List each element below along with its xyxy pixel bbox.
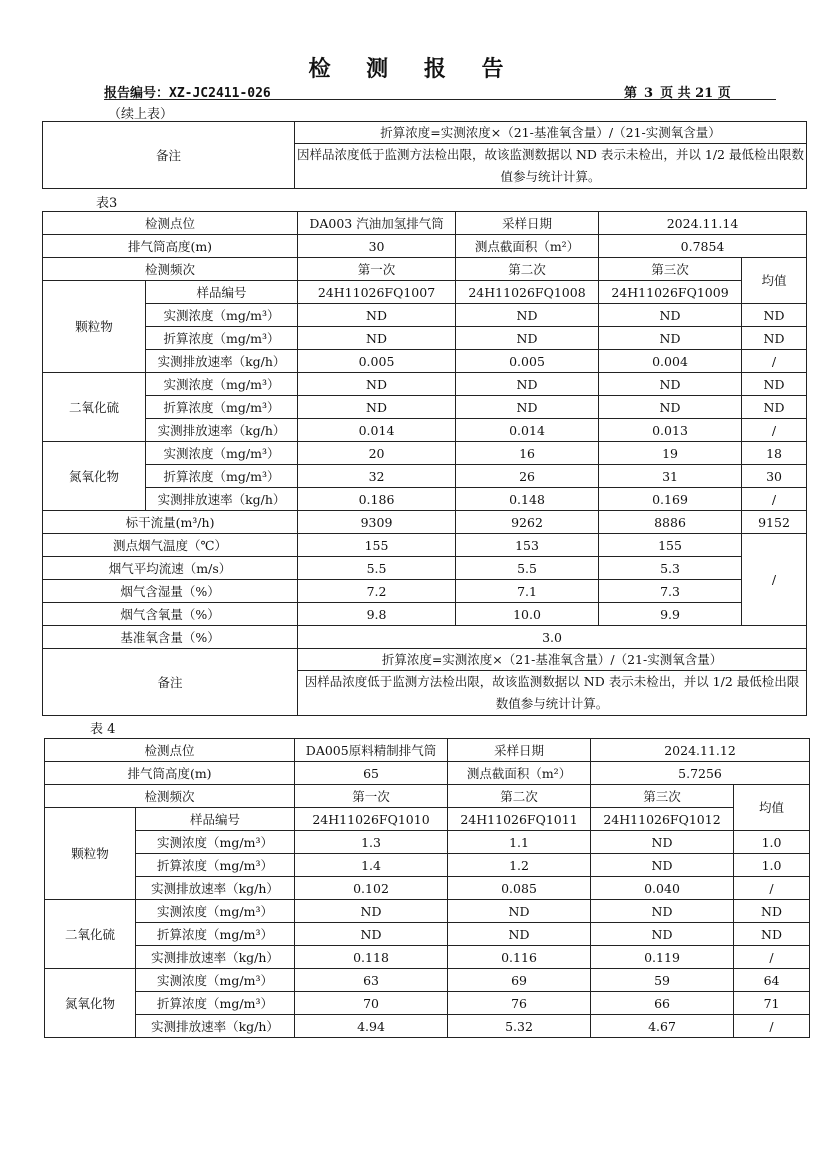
- row-label: 实测排放速率（kg/h）: [136, 946, 295, 969]
- cell: ND: [298, 373, 456, 396]
- group-name: 颗粒物: [45, 808, 136, 900]
- mean-cell: ND: [742, 373, 807, 396]
- cell: ND: [456, 396, 599, 419]
- remark-text: 因样品浓度低于监测方法检出限，故该监测数据以 ND 表示未检出，并以 1/2 最低检出限数值参与统计计算。: [295, 144, 807, 189]
- remark-formula: 折算浓度=实测浓度×（21-基准氧含量）/（21-实测氧含量）: [298, 649, 807, 671]
- table-row: [43, 465, 807, 488]
- table-row: [45, 946, 810, 969]
- row-label: 实测排放速率（kg/h）: [136, 1015, 295, 1038]
- table-row: [43, 396, 807, 419]
- height-value: 30: [298, 235, 456, 258]
- area-value: 5.7256: [591, 762, 810, 785]
- run-header: 第三次: [591, 785, 734, 808]
- table-row: [45, 877, 810, 900]
- table-row: [43, 327, 807, 350]
- table-row: [43, 304, 807, 327]
- cell: 5.3: [599, 557, 742, 580]
- mean-cell: 18: [742, 442, 807, 465]
- cell: 9.9: [599, 603, 742, 626]
- cell: ND: [599, 396, 742, 419]
- cell: 1.4: [295, 854, 448, 877]
- row-label: 实测浓度（mg/m³）: [136, 969, 295, 992]
- mean-cell: 1.0: [734, 831, 810, 854]
- row-label: 折算浓度（mg/m³）: [146, 465, 298, 488]
- table-row: [45, 992, 810, 1015]
- cell: 0.169: [599, 488, 742, 511]
- table-row: [45, 923, 810, 946]
- table-row: [43, 603, 807, 626]
- param-label: 烟气平均流速（m/s）: [43, 557, 298, 580]
- cell: 7.2: [298, 580, 456, 603]
- cell: 0.102: [295, 877, 448, 900]
- row-label: 实测排放速率（kg/h）: [136, 877, 295, 900]
- cell: 76: [448, 992, 591, 1015]
- mean-cell: /: [742, 350, 807, 373]
- row-label: 实测浓度（mg/m³）: [146, 304, 298, 327]
- header-rule: [104, 99, 776, 100]
- cell: 70: [295, 992, 448, 1015]
- date-value: 2024.11.12: [591, 739, 810, 762]
- sample-id: 24H11026FQ1012: [591, 808, 734, 831]
- cell: 9309: [298, 511, 456, 534]
- page-mid: 页 共: [660, 86, 691, 101]
- table-row: [43, 626, 807, 649]
- mean-header: 均值: [742, 258, 807, 304]
- cell: 0.148: [456, 488, 599, 511]
- cell: 9.8: [298, 603, 456, 626]
- date-value: 2024.11.14: [599, 212, 807, 235]
- cell: 1.2: [448, 854, 591, 877]
- run-header: 第三次: [599, 258, 742, 281]
- ref-o2-value: 3.0: [298, 626, 807, 649]
- continued-label: （续上表）: [108, 107, 174, 122]
- group-name: 氮氧化物: [43, 442, 146, 511]
- cell: 0.118: [295, 946, 448, 969]
- height-label: 排气筒高度(m): [45, 762, 295, 785]
- sample-label: 样品编号: [136, 808, 295, 831]
- cell: 63: [295, 969, 448, 992]
- cell: 5.32: [448, 1015, 591, 1038]
- cell: ND: [456, 304, 599, 327]
- cell: 5.5: [456, 557, 599, 580]
- run-header: 第二次: [448, 785, 591, 808]
- cell: 0.186: [298, 488, 456, 511]
- cell: 0.013: [599, 419, 742, 442]
- sample-label: 样品编号: [146, 281, 298, 304]
- table3: [42, 211, 807, 716]
- mean-cell: ND: [742, 396, 807, 419]
- point-label: 检测点位: [45, 739, 295, 762]
- date-label: 采样日期: [448, 739, 591, 762]
- page-suffix: 页: [717, 86, 731, 101]
- cell: 0.004: [599, 350, 742, 373]
- row-label: 实测排放速率（kg/h）: [146, 488, 298, 511]
- sample-id: 24H11026FQ1009: [599, 281, 742, 304]
- cell: 26: [456, 465, 599, 488]
- row-label: 实测浓度（mg/m³）: [146, 442, 298, 465]
- area-label: 测点截面积（m²）: [448, 762, 591, 785]
- cell: 10.0: [456, 603, 599, 626]
- table-row: [45, 900, 810, 923]
- cell: 0.119: [591, 946, 734, 969]
- point-value: DA003 汽油加氢排气筒: [298, 212, 456, 235]
- row-label: 实测浓度（mg/m³）: [136, 900, 295, 923]
- ref-o2-label: 基准氧含量（%）: [43, 626, 298, 649]
- run-header: 第一次: [298, 258, 456, 281]
- cell: 1.1: [448, 831, 591, 854]
- remark-label: 备注: [43, 122, 295, 189]
- cell: ND: [591, 831, 734, 854]
- cell: ND: [298, 396, 456, 419]
- remark-text: 因样品浓度低于监测方法检出限，故该监测数据以 ND 表示未检出，并以 1/2 最低检出限数值参与统计计算。: [298, 671, 807, 716]
- point-label: 检测点位: [43, 212, 298, 235]
- mean-cell: 64: [734, 969, 810, 992]
- table-row: [43, 350, 807, 373]
- cell: 1.3: [295, 831, 448, 854]
- cell: 155: [298, 534, 456, 557]
- area-value: 0.7854: [599, 235, 807, 258]
- table3-caption: 表3: [96, 196, 118, 211]
- table-row: [43, 442, 807, 465]
- height-value: 65: [295, 762, 448, 785]
- run-header: 第二次: [456, 258, 599, 281]
- cell: 66: [591, 992, 734, 1015]
- table-row: [43, 373, 807, 396]
- row-label: 折算浓度（mg/m³）: [136, 854, 295, 877]
- cell: ND: [591, 900, 734, 923]
- mean-cell: 1.0: [734, 854, 810, 877]
- cell: ND: [591, 923, 734, 946]
- group-name: 颗粒物: [43, 281, 146, 373]
- sample-id: 24H11026FQ1008: [456, 281, 599, 304]
- cell: ND: [448, 900, 591, 923]
- row-label: 实测浓度（mg/m³）: [146, 373, 298, 396]
- mean-cell: ND: [734, 900, 810, 923]
- cell: 59: [591, 969, 734, 992]
- cell: 155: [599, 534, 742, 557]
- mean-cell: ND: [734, 923, 810, 946]
- page-total: 21: [695, 86, 714, 101]
- cell: 9262: [456, 511, 599, 534]
- mean-cell: /: [734, 877, 810, 900]
- group-name: 二氧化硫: [43, 373, 146, 442]
- table-row: [45, 1015, 810, 1038]
- mean-cell: /: [742, 419, 807, 442]
- cell: ND: [295, 923, 448, 946]
- report-number: 报告编号：XZ-JC2411-026: [104, 86, 271, 101]
- freq-label: 检测频次: [45, 785, 295, 808]
- cell: 16: [456, 442, 599, 465]
- cell: ND: [591, 854, 734, 877]
- table4-caption: 表 4: [90, 722, 116, 737]
- mean-cell: /: [734, 1015, 810, 1038]
- flow-label: 标干流量(m³/h): [43, 511, 298, 534]
- table-row: [43, 419, 807, 442]
- row-label: 折算浓度（mg/m³）: [146, 396, 298, 419]
- table-row: [43, 557, 807, 580]
- cell: ND: [456, 327, 599, 350]
- cell: ND: [448, 923, 591, 946]
- cell: ND: [295, 900, 448, 923]
- table-row: [43, 511, 807, 534]
- cell: 0.116: [448, 946, 591, 969]
- cell: 7.1: [456, 580, 599, 603]
- table-row: [43, 580, 807, 603]
- cell: 0.014: [298, 419, 456, 442]
- run-header: 第一次: [295, 785, 448, 808]
- sample-id: 24H11026FQ1011: [448, 808, 591, 831]
- cell: 8886: [599, 511, 742, 534]
- param-label: 测点烟气温度（℃）: [43, 534, 298, 557]
- row-label: 实测排放速率（kg/h）: [146, 419, 298, 442]
- date-label: 采样日期: [456, 212, 599, 235]
- freq-label: 检测频次: [43, 258, 298, 281]
- param-label: 烟气含湿量（%）: [43, 580, 298, 603]
- sample-id: 24H11026FQ1010: [295, 808, 448, 831]
- point-value: DA005原料精制排气筒: [295, 739, 448, 762]
- cell: 153: [456, 534, 599, 557]
- cell: ND: [599, 304, 742, 327]
- table4: [44, 738, 810, 1038]
- mean-cell: /: [742, 534, 807, 626]
- cell: 0.085: [448, 877, 591, 900]
- cell: 19: [599, 442, 742, 465]
- cell: 0.005: [456, 350, 599, 373]
- table-row: [45, 854, 810, 877]
- cell: 0.014: [456, 419, 599, 442]
- mean-cell: 71: [734, 992, 810, 1015]
- mean-cell: ND: [742, 304, 807, 327]
- table-row: [45, 969, 810, 992]
- remark-formula: 折算浓度=实测浓度×（21-基准氧含量）/（21-实测氧含量）: [295, 122, 807, 144]
- param-label: 烟气含氧量（%）: [43, 603, 298, 626]
- row-label: 折算浓度（mg/m³）: [136, 923, 295, 946]
- row-label: 折算浓度（mg/m³）: [136, 992, 295, 1015]
- mean-cell: /: [734, 946, 810, 969]
- group-name: 氮氧化物: [45, 969, 136, 1038]
- sample-id: 24H11026FQ1007: [298, 281, 456, 304]
- cell: ND: [298, 327, 456, 350]
- cell: ND: [298, 304, 456, 327]
- cell: 69: [448, 969, 591, 992]
- report-title: 检 测 报 告: [308, 56, 518, 82]
- cell: 0.005: [298, 350, 456, 373]
- table-row: [43, 488, 807, 511]
- cell: ND: [599, 373, 742, 396]
- row-label: 实测浓度（mg/m³）: [136, 831, 295, 854]
- remark-label: 备注: [43, 649, 298, 716]
- height-label: 排气筒高度(m): [43, 235, 298, 258]
- cell: 31: [599, 465, 742, 488]
- page-current: 3: [644, 86, 654, 101]
- mean-cell: /: [742, 488, 807, 511]
- mean-cell: 30: [742, 465, 807, 488]
- table2-remark: [42, 121, 807, 189]
- cell: ND: [456, 373, 599, 396]
- cell: 0.040: [591, 877, 734, 900]
- cell: 4.67: [591, 1015, 734, 1038]
- table-row: [43, 534, 807, 557]
- cell: 32: [298, 465, 456, 488]
- page-prefix: 第: [624, 86, 638, 101]
- mean-cell: 9152: [742, 511, 807, 534]
- cell: 20: [298, 442, 456, 465]
- group-name: 二氧化硫: [45, 900, 136, 969]
- cell: 7.3: [599, 580, 742, 603]
- mean-cell: ND: [742, 327, 807, 350]
- cell: 4.94: [295, 1015, 448, 1038]
- cell: 5.5: [298, 557, 456, 580]
- area-label: 测点截面积（m²）: [456, 235, 599, 258]
- row-label: 折算浓度（mg/m³）: [146, 327, 298, 350]
- cell: ND: [599, 327, 742, 350]
- mean-header: 均值: [734, 785, 810, 831]
- table-row: [45, 831, 810, 854]
- row-label: 实测排放速率（kg/h）: [146, 350, 298, 373]
